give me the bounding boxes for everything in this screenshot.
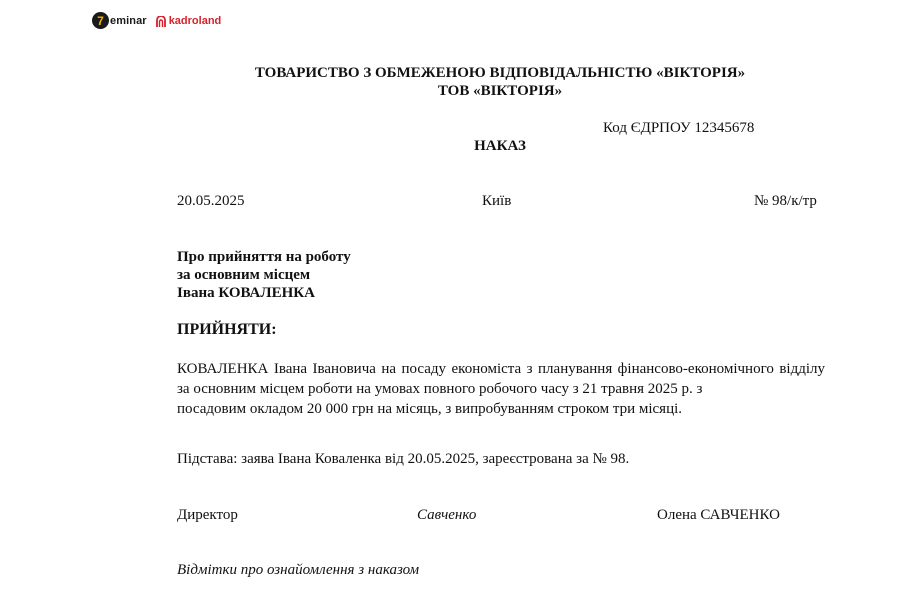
kadroland-logo xyxy=(155,15,222,27)
logo-bar xyxy=(92,12,221,29)
order-body xyxy=(177,359,825,419)
order-basis: Підстава: заява Івана Коваленка від 20.05.2025, зареєстрована за № 98. xyxy=(177,451,630,467)
signer-position: Директор xyxy=(177,507,238,523)
order-body-line-3: посадовим окладом 20 000 грн на місяць, з випробуванням строком три місяці. xyxy=(177,401,683,417)
order-city: Київ xyxy=(482,193,512,209)
signer-signature: Савченко xyxy=(417,507,477,523)
order-date: 20.05.2025 xyxy=(177,193,245,209)
subject-line-1: Про прийняття на роботу xyxy=(177,249,351,265)
acknowledgement-note: Відмітки про ознайомлення з наказом xyxy=(177,562,420,578)
subject-line-2: за основним місцем xyxy=(177,267,311,283)
order-body-line-1: КОВАЛЕНКА Івана Івановича на посаду економіста з планування фінансово-економічного xyxy=(177,361,774,377)
document-type-title: НАКАЗ xyxy=(474,138,526,154)
seminar-logo xyxy=(92,12,147,29)
subject-line-3: Івана КОВАЛЕНКА xyxy=(177,285,315,301)
signer-name: Олена САВЧЕНКО xyxy=(657,507,780,523)
kadroland-logo-icon xyxy=(155,15,167,27)
seminar-logo-mark: 7 xyxy=(92,12,109,29)
edrpou-code: Код ЄДРПОУ 12345678 xyxy=(603,120,755,136)
order-number: № 98/к/тр xyxy=(754,193,817,209)
company-short-name: ТОВ «ВІКТОРІЯ» xyxy=(437,83,563,99)
order-body-line-2: відділу за основним місцем роботи на умовах повного робочого часу з 21 травня 2025 р. з xyxy=(177,361,825,397)
kadroland-logo-text: kadroland xyxy=(168,14,222,27)
order-heading: ПРИЙНЯТИ: xyxy=(177,321,277,338)
company-full-name: ТОВАРИСТВО З ОБМЕЖЕНОЮ ВІДПОВІДАЛЬНІСТЮ «ВІКТОРІЯ» xyxy=(254,65,746,81)
seminar-logo-text: eminar xyxy=(110,14,147,27)
